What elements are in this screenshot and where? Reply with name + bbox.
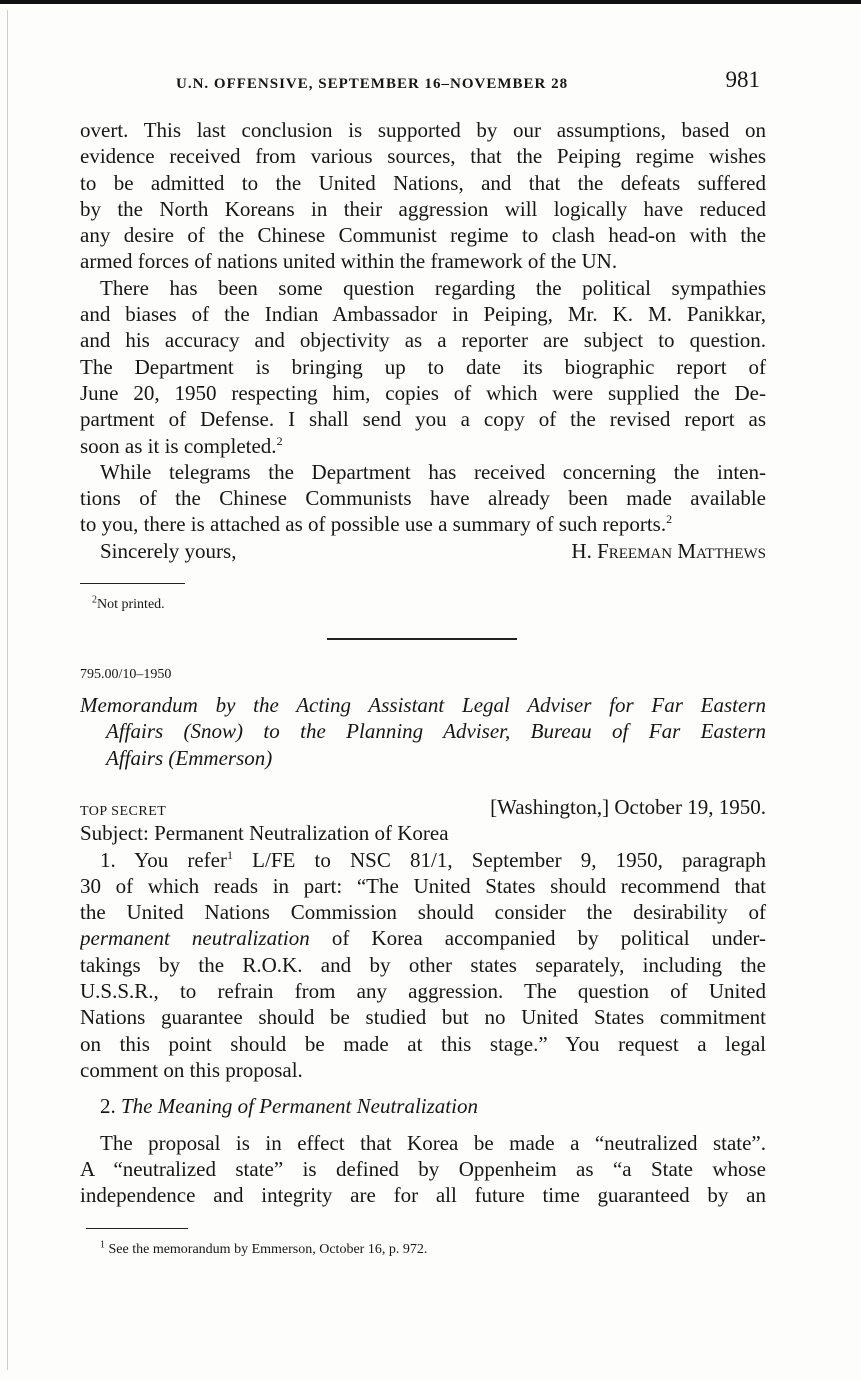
text-line: the United Nations Commission should consider the desirability of <box>80 900 766 925</box>
emphasis: permanent neutralization <box>80 926 310 951</box>
text-line: While telegrams the Department has received concerning the inten- <box>100 459 766 484</box>
text-line: by the North Koreans in their aggression will logically have reduced <box>80 196 766 221</box>
document-id: 795.00/10–1950 <box>80 667 172 682</box>
text-line: to be admitted to the United Nations, and that the defeats suffered <box>80 170 766 195</box>
footnote <box>100 1240 427 1260</box>
text-line: A “neutralized state” is defined by Oppenheim as “a State whose <box>80 1156 766 1181</box>
subject-line: Subject: Permanent Neutralization of Korea <box>80 821 449 846</box>
text-line: partment of Defense. I shall send you a copy of the revised report as <box>80 407 766 432</box>
footnote-rule <box>80 583 185 584</box>
letter-continuation <box>80 117 766 564</box>
text-line: evidence received from various sources, that the Peiping regime wishes <box>80 144 766 169</box>
text-line <box>80 847 766 873</box>
text-line <box>80 433 766 459</box>
footnote-text: Not printed. <box>97 597 165 612</box>
footnote-rule <box>86 1228 188 1229</box>
memo-title-line: Affairs (Emmerson) <box>106 745 273 770</box>
classification-row <box>80 794 766 820</box>
text-line: overt. This last conclusion is supported by our assumptions, based on <box>80 118 766 142</box>
text-line: takings by the R.O.K. and by other states separately, including the <box>80 952 766 977</box>
page-left-edge <box>7 10 8 1370</box>
text-span: 1. You refer <box>100 847 227 872</box>
memo-title-line: Memorandum by the Acting Assistant Legal Adviser for Far Eastern <box>80 693 766 717</box>
text-line: comment on this proposal. <box>80 1057 303 1082</box>
text-line: tions of the Chinese Communists have already been made available <box>80 486 766 511</box>
text-line: The Department is bringing up to date its biographic report of <box>80 354 766 379</box>
memo-title <box>80 692 766 771</box>
closing: Sincerely yours, <box>100 538 237 563</box>
page-top-border <box>0 0 861 4</box>
text-span: L/FE to NSC 81/1, September 9, 1950, paragraph <box>252 847 766 872</box>
footnote-mark: 2 <box>276 433 283 448</box>
text-line: The proposal is in effect that Korea be made a “neutralized state”. <box>100 1130 766 1155</box>
classification: TOP SECRET <box>80 804 167 819</box>
text-line: on this point should be made at this stage.” You request a legal <box>80 1031 766 1056</box>
footnote-mark: 2 <box>666 512 673 527</box>
text-line <box>80 511 766 537</box>
text-line: independence and integrity are for all future time guaranteed by an <box>80 1183 766 1208</box>
closing-row <box>80 538 766 564</box>
section-heading <box>80 1093 766 1119</box>
running-title: U.N. OFFENSIVE, SEPTEMBER 16–NOVEMBER 28 <box>176 76 569 92</box>
text-line: and biases of the Indian Ambassador in Peiping, Mr. K. M. Panikkar, <box>80 302 766 327</box>
section-divider <box>327 638 517 640</box>
page-header <box>80 66 764 100</box>
text-span: soon as it is completed. <box>80 433 277 458</box>
text-span: to you, there is attached as of possible use a summary of such reports. <box>80 512 667 537</box>
text-line: and his accuracy and objectivity as a reporter are subject to question. <box>80 328 766 353</box>
place-date: [Washington,] October 19, 1950. <box>490 795 766 819</box>
footnote-mark: 1 <box>226 847 233 862</box>
footnote-text: See the memorandum by Emmerson, October 16, p. 972. <box>108 1242 428 1257</box>
text-span: of Korea accompanied by political under- <box>331 926 766 951</box>
memo-body <box>80 794 766 1208</box>
text-line: Nations guarantee should be studied but no United States commitment <box>80 1005 766 1030</box>
footnote-mark: 1 <box>100 1239 105 1251</box>
text-line: U.S.S.R., to refrain from any aggression. The question of United <box>80 979 766 1004</box>
text-line <box>80 925 766 951</box>
text-line: armed forces of nations united within the framework of the UN. <box>80 249 618 274</box>
footnote <box>92 595 165 615</box>
footnote-mark: 2 <box>92 594 97 606</box>
signature: H. Freeman Matthews <box>571 538 766 563</box>
text-line: 30 of which reads in part: “The United States should recommend that <box>80 873 766 898</box>
section-title: The Meaning of Permanent Neutralization <box>121 1094 478 1119</box>
text-line: June 20, 1950 respecting him, copies of which were supplied the De- <box>80 380 766 405</box>
memo-title-line: Affairs (Snow) to the Planning Adviser, Bureau of Far Eastern <box>106 719 766 744</box>
page-number: 981 <box>725 67 760 92</box>
text-line: There has been some question regarding the political sympathies <box>100 275 766 300</box>
text-line: any desire of the Chinese Communist regime to clash head-on with the <box>80 223 766 248</box>
section-number: 2. <box>100 1094 116 1119</box>
